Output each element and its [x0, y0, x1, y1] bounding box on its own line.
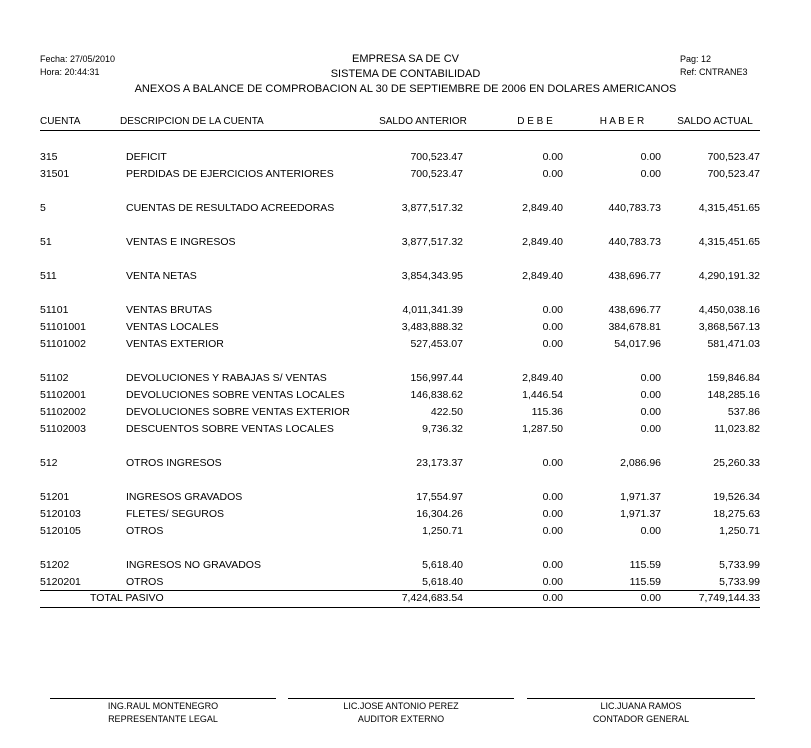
cell-saldo-actual: 11,023.82: [714, 423, 760, 435]
cell-cuenta: 512: [40, 457, 58, 469]
cell-saldo-anterior: 5,618.40: [422, 559, 463, 571]
cell-cuenta: 51102001: [40, 389, 86, 401]
cell-saldo-actual: 700,523.47: [707, 151, 760, 163]
total-saldo-anterior: 7,424,683.54: [401, 592, 463, 604]
print-time: Hora: 20:44:31: [40, 67, 100, 77]
cell-saldo-anterior: 156,997.44: [410, 372, 463, 384]
cell-haber: 0.00: [640, 168, 661, 180]
cell-haber: 1,971.37: [620, 508, 661, 520]
cell-saldo-anterior: 527,453.07: [410, 338, 463, 350]
cell-descripcion: OTROS: [126, 525, 164, 537]
signature-name-general-accountant: LIC.JUANA RAMOS: [600, 701, 682, 711]
cell-saldo-actual: 4,315,451.65: [698, 202, 760, 214]
cell-debe: 0.00: [542, 457, 563, 469]
signature-name-external-auditor: LIC.JOSE ANTONIO PEREZ: [343, 701, 459, 711]
system-name: SISTEMA DE CONTABILIDAD: [330, 68, 481, 80]
column-header-haber: H A B E R: [599, 116, 645, 127]
cell-saldo-anterior: 17,554.97: [416, 491, 463, 503]
company-name: EMPRESA SA DE CV: [352, 53, 459, 65]
cell-debe: 0.00: [542, 304, 563, 316]
cell-descripcion: OTROS: [126, 576, 164, 588]
cell-debe: 0.00: [542, 525, 563, 537]
cell-saldo-anterior: 700,523.47: [410, 151, 463, 163]
cell-saldo-anterior: 9,736.32: [422, 423, 463, 435]
cell-haber: 0.00: [640, 423, 661, 435]
cell-descripcion: OTROS INGRESOS: [126, 457, 222, 469]
cell-debe: 0.00: [542, 576, 563, 588]
cell-debe: 1,287.50: [522, 423, 563, 435]
cell-saldo-anterior: 422.50: [430, 406, 463, 418]
cell-saldo-actual: 1,250.71: [719, 525, 760, 537]
cell-saldo-anterior: 4,011,341.39: [402, 304, 463, 316]
cell-saldo-actual: 581,471.03: [707, 338, 760, 350]
cell-cuenta: 51101002: [40, 338, 86, 350]
cell-saldo-actual: 19,526.34: [713, 491, 760, 503]
cell-saldo-anterior: 700,523.47: [410, 168, 463, 180]
cell-descripcion: FLETES/ SEGUROS: [126, 508, 225, 520]
cell-debe: 0.00: [542, 338, 563, 350]
cell-haber: 115.59: [629, 559, 661, 571]
signature-line-legal-representative: [50, 698, 276, 699]
cell-debe: 1,446.54: [522, 389, 563, 401]
cell-descripcion: VENTAS LOCALES: [126, 321, 219, 333]
total-debe: 0.00: [542, 592, 563, 604]
signature-line-general-accountant: [527, 698, 755, 699]
cell-haber: 438,696.77: [608, 304, 661, 316]
cell-debe: 0.00: [542, 491, 563, 503]
cell-cuenta: 51101001: [40, 321, 86, 333]
page-number: Pag: 12: [680, 54, 712, 64]
cell-debe: 0.00: [542, 508, 563, 520]
cell-haber: 0.00: [640, 406, 661, 418]
cell-saldo-anterior: 1,250.71: [422, 525, 463, 537]
cell-descripcion: VENTAS BRUTAS: [126, 304, 212, 316]
cell-haber: 384,678.81: [608, 321, 661, 333]
cell-saldo-anterior: 3,877,517.32: [401, 236, 463, 248]
cell-haber: 115.59: [629, 576, 661, 588]
cell-descripcion: DESCUENTOS SOBRE VENTAS LOCALES: [126, 423, 334, 435]
cell-saldo-anterior: 3,877,517.32: [401, 202, 463, 214]
print-date: Fecha: 27/05/2010: [40, 54, 116, 64]
cell-cuenta: 51102: [40, 372, 69, 384]
cell-saldo-actual: 18,275.63: [713, 508, 760, 520]
column-header-descripcion: DESCRIPCION DE LA CUENTA: [120, 116, 264, 127]
cell-cuenta: 5120105: [40, 525, 81, 537]
report-reference: Ref: CNTRANE3: [680, 67, 748, 77]
header-divider: [40, 130, 760, 131]
cell-haber: 2,086.96: [620, 457, 661, 469]
cell-descripcion: DEVOLUCIONES SOBRE VENTAS LOCALES: [126, 389, 345, 401]
cell-saldo-anterior: 3,854,343.95: [401, 270, 463, 282]
cell-cuenta: 5120201: [40, 576, 81, 588]
cell-debe: 115.36: [531, 406, 563, 418]
cell-haber: 0.00: [640, 389, 661, 401]
cell-descripcion: VENTA NETAS: [126, 270, 197, 282]
cell-debe: 2,849.40: [522, 372, 563, 384]
cell-saldo-actual: 148,285.16: [707, 389, 760, 401]
total-saldo-actual: 7,749,144.33: [698, 592, 760, 604]
cell-debe: 0.00: [542, 559, 563, 571]
cell-haber: 54,017.96: [614, 338, 661, 350]
signature-role-general-accountant: CONTADOR GENERAL: [592, 714, 690, 724]
column-header-debe: D E B E: [517, 116, 553, 127]
cell-saldo-actual: 4,315,451.65: [698, 236, 760, 248]
cell-cuenta: 5120103: [40, 508, 81, 520]
cell-saldo-anterior: 23,173.37: [416, 457, 463, 469]
cell-saldo-anterior: 146,838.62: [410, 389, 463, 401]
cell-saldo-anterior: 16,304.26: [416, 508, 463, 520]
cell-saldo-actual: 537.86: [727, 406, 760, 418]
total-divider-bottom: [40, 607, 760, 608]
cell-saldo-actual: 159,846.84: [707, 372, 760, 384]
cell-cuenta: 51202: [40, 559, 70, 571]
cell-haber: 0.00: [640, 372, 661, 384]
cell-descripcion: VENTAS E INGRESOS: [126, 236, 236, 248]
cell-saldo-anterior: 3,483,888.32: [401, 321, 463, 333]
cell-saldo-actual: 4,290,191.32: [698, 270, 760, 282]
cell-saldo-actual: 3,868,567.13: [698, 321, 760, 333]
cell-cuenta: 51: [40, 236, 52, 248]
cell-debe: 2,849.40: [522, 236, 563, 248]
cell-saldo-actual: 700,523.47: [707, 168, 760, 180]
cell-cuenta: 51102002: [40, 406, 86, 418]
report-title: ANEXOS A BALANCE DE COMPROBACION AL 30 DE SEPTIEMBRE DE 2006 EN DOLARES AMERICANOS: [134, 83, 677, 95]
column-header-saldo-actual: SALDO ACTUAL: [677, 116, 753, 127]
cell-cuenta: 315: [40, 151, 58, 163]
cell-debe: 2,849.40: [522, 270, 563, 282]
cell-saldo-actual: 5,733.99: [719, 559, 760, 571]
total-haber: 0.00: [640, 592, 661, 604]
cell-haber: 0.00: [640, 151, 661, 163]
cell-haber: 438,696.77: [608, 270, 661, 282]
cell-descripcion: PERDIDAS DE EJERCICIOS ANTERIORES: [126, 168, 334, 180]
cell-haber: 1,971.37: [620, 491, 661, 503]
cell-descripcion: DEVOLUCIONES Y RABAJAS S/ VENTAS: [126, 372, 327, 384]
total-divider-top: [40, 590, 760, 591]
cell-saldo-anterior: 5,618.40: [422, 576, 463, 588]
cell-descripcion: DEVOLUCIONES SOBRE VENTAS EXTERIOR: [126, 406, 350, 418]
cell-cuenta: 51201: [40, 491, 70, 503]
cell-debe: 0.00: [542, 151, 563, 163]
cell-cuenta: 511: [40, 270, 57, 282]
cell-cuenta: 31501: [40, 168, 70, 180]
total-label: TOTAL PASIVO: [90, 592, 164, 604]
cell-descripcion: VENTAS EXTERIOR: [126, 338, 224, 350]
signature-role-legal-representative: REPRESENTANTE LEGAL: [108, 714, 218, 724]
cell-debe: 2,849.40: [522, 202, 563, 214]
cell-saldo-actual: 4,450,038.16: [698, 304, 760, 316]
cell-descripcion: INGRESOS NO GRAVADOS: [126, 559, 261, 571]
cell-haber: 440,783.73: [608, 202, 661, 214]
column-header-cuenta: CUENTA: [40, 116, 81, 127]
cell-cuenta: 5: [40, 202, 46, 214]
cell-cuenta: 51101: [40, 304, 69, 316]
cell-descripcion: DEFICIT: [126, 151, 167, 163]
cell-cuenta: 51102003: [40, 423, 86, 435]
cell-descripcion: CUENTAS DE RESULTADO ACREEDORAS: [126, 202, 335, 214]
signature-line-external-auditor: [288, 698, 514, 699]
cell-descripcion: INGRESOS GRAVADOS: [126, 491, 243, 503]
cell-haber: 0.00: [640, 525, 661, 537]
cell-saldo-actual: 25,260.33: [713, 457, 760, 469]
cell-haber: 440,783.73: [608, 236, 661, 248]
signature-name-legal-representative: ING.RAUL MONTENEGRO: [107, 701, 219, 711]
column-header-saldo-anterior: SALDO ANTERIOR: [379, 116, 467, 127]
cell-debe: 0.00: [542, 168, 563, 180]
cell-saldo-actual: 5,733.99: [719, 576, 760, 588]
cell-debe: 0.00: [542, 321, 563, 333]
signature-role-external-auditor: AUDITOR EXTERNO: [357, 714, 445, 724]
